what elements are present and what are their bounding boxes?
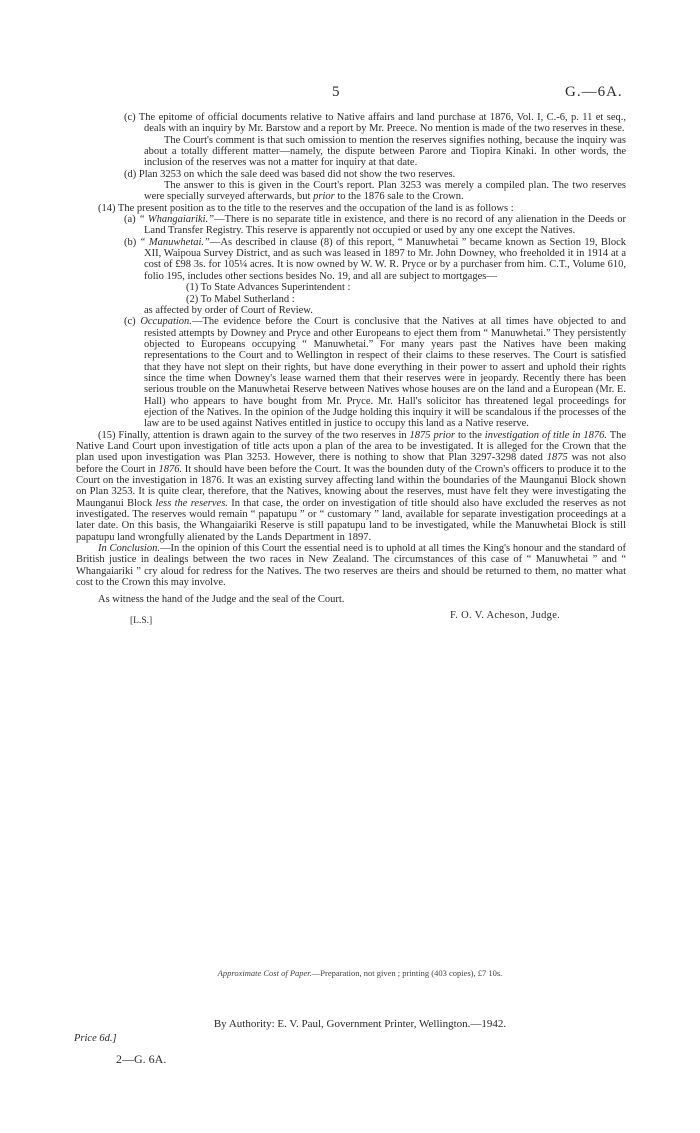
court-of-review-note: as affected by order of Court of Review. [144,304,313,316]
cost-note: Approximate Cost of Paper.—Preparation, not given ; printing (403 copies), £7 10s. [217,968,503,978]
document-reference: G.—6A. [565,84,623,100]
paragraph-15: (15) Finally, attention is drawn again to the survey of the two reserves in 1875 prior to the investigation of title in 1876. The Native Land Court upon investigation of title acts upon a plan of the area to be investigated. It is alleged for the Crown that the plan used upon investigation was Plan 3253. However, there is nothing to show that Plan 3297-3298 dated 1875 was not also before the Court in 1876. It should have been before the Court. It was the bounden duty of the Crown's officers to produce it to the Court on the investigation in 1876. It was an existing survey affecting land within the boundaries of the Maunganui Block shown on Plan 3253. It is quite clear, therefore, that the Natives, knowing about the reserves, must have felt they were investigating the Maunganui Block less the reserves. In that case, the order on investigation of title should also have excluded the reserves as not investigated. The reserves would remain “ papatupu ” or “ customary ” land, available for separate investigation proceedings at a later date. On this basis, the Whangaiariki Reserve is still papatupu land to be investigated, while the Manuwhetai Block is still papatupu land wrongfully alienated by the Lands Department in 1897. [76,429,627,543]
page-header [0,84,700,104]
paragraph-14: (14) The present position as to the title to the reserves and the occupation of the land is as follows : [98,202,514,214]
printer-signature: 2—G. 6A. [116,1052,167,1066]
clause-13c-comment: The Court's comment is that such omission to mention the reserves signifies nothing, because the inquiry was about a totally different matter—namely, the dispute between Parore and Tiopira Kinaki. In other words, the inclusion of the reserves was not a matter for inquiry at that date. [144,134,626,169]
clause-13d-answer: The answer to this is given in the Court's report. Plan 3253 was merely a compiled plan. The two reserves were specially surveyed afterwards, but prior to the 1876 sale to the Crown. [144,180,626,203]
signature-block [76,610,626,632]
page-number: 5 [332,84,340,100]
printer-imprint: By Authority: E. V. Paul, Government Printer, Wellington.—1942. [213,1018,507,1030]
clause-14c: (c) Occupation.—The evidence before the Court is conclusive that the Natives at all times have objected to and resisted attempts by Downey and Pryce and other Europeans to eject them from “ Manuwhetai.” They persistently objected to Europeans occupying “ Manuwhetai.” For many years past the Natives have been making representations to the Court and to Wellington in respect of their claims to these reserves. The Court is satisfied that they have not slept on their rights, but have done everything in their power to assert and uphold their rights since the time when Downey's lease warned them that their reserves were in jeopardy. Recently there has been serious trouble on the Manuwhetai Reserve between Natives whose houses are on the land and a European (Mr. E. Hall) who appears to have bought from Mr. Pryce. Mr. Hall's solicitor has threatened legal proceedings for ejection of the Natives. In the opinion of the Judge holding this inquiry it will be scandalous if the processes of the law are to be used against Natives entitled in justice to occupy this land as a Native reserve. [124,316,627,430]
clause-13c: (c) The epitome of official documents relative to Native affairs and land purchase at 1876, Vol. I, C.-6, p. 11 et seq., deals with an inquiry by Mr. Barstow and a report by Mr. Preece. No mention is made of the two reserves in these. [124,112,626,135]
price-label: Price 6d.] [74,1033,117,1044]
clause-14a: (a) “ Whangaiariki.”—There is no separate title in existence, and there is no record of any alienation in the Deeds or Land Transfer Registry. This reserve is apparently not occupied or used by any one except the Natives. [124,214,627,237]
mortgage-item: (1) To State Advances Superintendent : [186,282,351,294]
clause-14b: (b) “ Manuwhetai.”—As described in clause (8) of this report, “ Manuwhetai ” became known as Section 19, Block XII, Waipoua Survey District, and as such was leased in 1897 to Mr. John Downey, who freeholded it in 1914 at a cost of £98 3s. for 105¼ acres. It is now owned by W. W. R. Pryce or by a purchaser from him. C.T., Volume 610, folio 195, includes other sections besides No. 19, and all are subject to mortgages— [124,236,626,282]
clause-13d: (d) Plan 3253 on which the sale deed was based did not show the two reserves. [124,168,456,180]
seal-mark: [L.S.] [130,615,153,626]
mortgage-item: (2) To Mabel Sutherland : [186,293,295,305]
witness-line: As witness the hand of the Judge and the seal of the Court. [98,594,345,606]
judge-signature: F. O. V. Acheson, Judge. [450,609,561,621]
report-body [76,112,626,632]
conclusion-paragraph: In Conclusion.—In the opinion of this Court the essential need is to uphold at all times the King's honour and the standard of British justice in dealings between the two races in New Zealand. The circumstances of this case of “ Manuwhetai ” and “ Whangaiariki ” cry aloud for redress for the Natives. The two reserves are theirs and should be returned to them, no matter what cost to the Crown this may involve. [76,543,626,589]
